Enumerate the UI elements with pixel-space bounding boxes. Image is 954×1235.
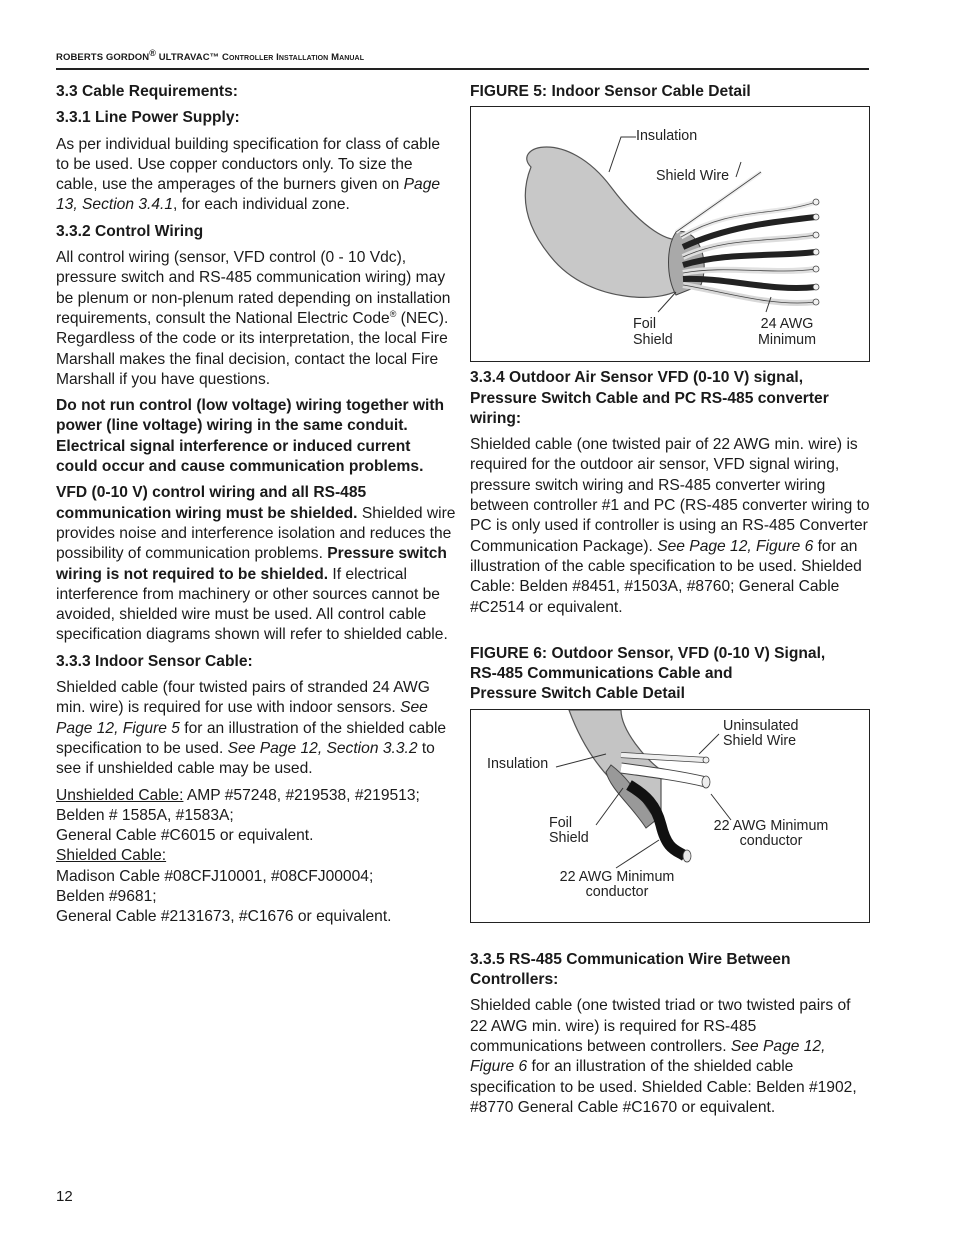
shielded-label: Shielded Cable:: [56, 847, 167, 865]
heading-3-3-2: 3.3.2 Control Wiring: [56, 222, 204, 240]
heading-3-3-5: 3.3.5 RS-485 Communication Wire Between Controllers:: [470, 950, 791, 989]
fig6-label-foil: [549, 816, 589, 847]
text: Minimum: [758, 331, 816, 348]
text: for an illustration of the shielded cable specification to be used. Shielded Cable: Belden #1902, #8770 General Cable #C1670 or equivalent.: [470, 1058, 857, 1116]
text: General Cable #C6015 or equivalent.: [56, 827, 314, 845]
paragraph-rs485: [470, 996, 870, 1118]
header-title: Controller Installation Manual: [222, 52, 365, 63]
header-reg: ®: [149, 47, 156, 58]
text: Pressure Switch Cable Detail: [470, 685, 685, 703]
figure-reference: See Page 12, Figure 5: [56, 699, 428, 737]
paragraph-outdoor-sensor: [470, 435, 870, 618]
heading-3-3-1: 3.3.1 Line Power Supply:: [56, 109, 240, 127]
text: AMP #57248, #219538, #219513;: [183, 786, 420, 804]
fig6-label-awg-right: [707, 819, 835, 850]
text: Shield: [549, 830, 589, 847]
text: for an illustration of the cable specification to be used. Shielded Cable: Belden #8451, #1503A, #8760; General Cable #C2514 or equivalent.: [470, 537, 862, 616]
heading-3-3-4: 3.3.4 Outdoor Air Sensor VFD (0-10 V) signal, Pressure Switch Cable and PC RS-485 converter wiring:: [470, 369, 829, 427]
text: 22 AWG Minimum: [559, 868, 675, 885]
text: conductor: [585, 884, 649, 901]
text: 24 AWG: [760, 316, 814, 333]
text: Foil: [549, 814, 573, 831]
text: Belden # 1585A, #1583A;: [56, 806, 234, 824]
text: General Cable #2131673, #C1676 or equivalent.: [56, 908, 392, 926]
text: , for each individual zone.: [173, 196, 350, 214]
section-reference: See Page 12, Section 3.3.2: [227, 739, 418, 757]
fig5-label-shield-wire: Shield Wire: [656, 168, 730, 185]
cable-list: [56, 786, 456, 928]
text: As per individual building specification for class of cable to be used. Use copper conductors only. To size the cable, use the amperages of the burners given on: [56, 135, 440, 194]
text: Shielded cable (one twisted pair of 22 AWG min. wire) is required for the outdoor air sensor, VFD signal wiring, pressure switch wiring and RS-485 converter wiring between controller #1 and PC (RS-485 converter wiring to PC is only used if controller is using an RS-485 Converter Communication Package).: [470, 436, 870, 555]
figure-reference: See Page 12, Figure 6: [470, 1037, 826, 1076]
heading-3-3: 3.3 Cable Requirements:: [56, 83, 238, 100]
fig5-label-insulation: Insulation: [636, 128, 698, 145]
right-column: [470, 82, 870, 1124]
text: Belden #9681;: [56, 887, 157, 905]
text: for an illustration of the shielded cable specification to be used.: [56, 719, 447, 757]
bold-text: Pressure switch wiring is not required to be shielded.: [56, 545, 447, 583]
text: If electrical interference from machinery or other sources cannot be avoided, shielded wire must be used. All control cable specification diagrams shown will refer to shielded cable.: [56, 565, 448, 644]
header-brand: ROBERTS GORDON: [56, 52, 150, 63]
header-product: ULTRAVAC™: [155, 52, 222, 63]
fig6-label-insulation: Insulation: [487, 755, 549, 772]
page-number: 12: [56, 1188, 73, 1205]
fig6-label-uninsulated: [723, 719, 799, 750]
left-column: [56, 82, 456, 928]
registered-mark: ®: [389, 308, 397, 319]
paragraph-indoor-sensor: [56, 678, 456, 779]
paragraph-control-wiring: [56, 248, 456, 390]
text: Shield Wire: [723, 733, 797, 750]
text: 22 AWG Minimum: [713, 817, 829, 834]
fig5-label-awg: [758, 317, 816, 348]
text: Shield: [633, 331, 673, 348]
figure-5-box: [470, 106, 870, 362]
page-reference: Page 13, Section 3.4.1: [56, 176, 441, 214]
paragraph-shielding: [56, 483, 456, 645]
heading-3-3-3: 3.3.3 Indoor Sensor Cable:: [56, 652, 253, 670]
fig6-label-awg-bottom: [553, 870, 681, 901]
figure-reference: See Page 12, Figure 6: [657, 537, 814, 555]
unshielded-label: Unshielded Cable:: [56, 786, 184, 804]
warning-paragraph: Do not run control (low voltage) wiring together with power (line voltage) wiring in the same conduit. Electrical signal interference or induced current could occur and cause communication problems.: [56, 397, 445, 476]
bold-text: VFD (0-10 V) control wiring and all RS-485 communication wiring must be shielded.: [56, 484, 367, 522]
paragraph-line-power: [56, 135, 456, 216]
figure-6-title: [470, 644, 870, 705]
text: Shielded cable (four twisted pairs of stranded 24 AWG min. wire) is required for use with indoor sensors.: [56, 679, 430, 717]
text: All control wiring (sensor, VFD control (0 - 10 Vdc), pressure switch and RS-485 communication wiring) may be plenum or non-plenum rated depending on installation requirements, consult the National Electric Code: [56, 249, 451, 327]
text: Shielded cable (one twisted triad or two twisted pairs of 22 AWG min. wire) is required for RS-485 communications between controllers.: [470, 997, 851, 1055]
text: Uninsulated: [723, 717, 799, 734]
header-rule: [56, 68, 869, 70]
text: Foil: [633, 316, 657, 333]
figure-6-box: [470, 709, 870, 923]
running-header: [56, 47, 868, 63]
text: RS-485 Communications Cable and: [470, 665, 733, 683]
text: FIGURE 6: Outdoor Sensor, VFD (0-10 V) Signal,: [470, 644, 826, 662]
fig5-label-foil: [633, 317, 673, 348]
text: conductor: [739, 833, 803, 850]
text: Shielded wire provides noise and interference isolation and reduces the possibility of communication problems.: [56, 504, 456, 563]
text: Madison Cable #08CFJ10001, #08CFJ00004;: [56, 867, 374, 885]
text: to see if unshielded cable may be used.: [56, 739, 435, 778]
text: (NEC). Regardless of the code or its interpretation, the local Fire Marshall makes the final decision, contact the local Fire Marshall if you have questions.: [56, 309, 449, 388]
figure-5-title: FIGURE 5: Indoor Sensor Cable Detail: [470, 83, 751, 100]
